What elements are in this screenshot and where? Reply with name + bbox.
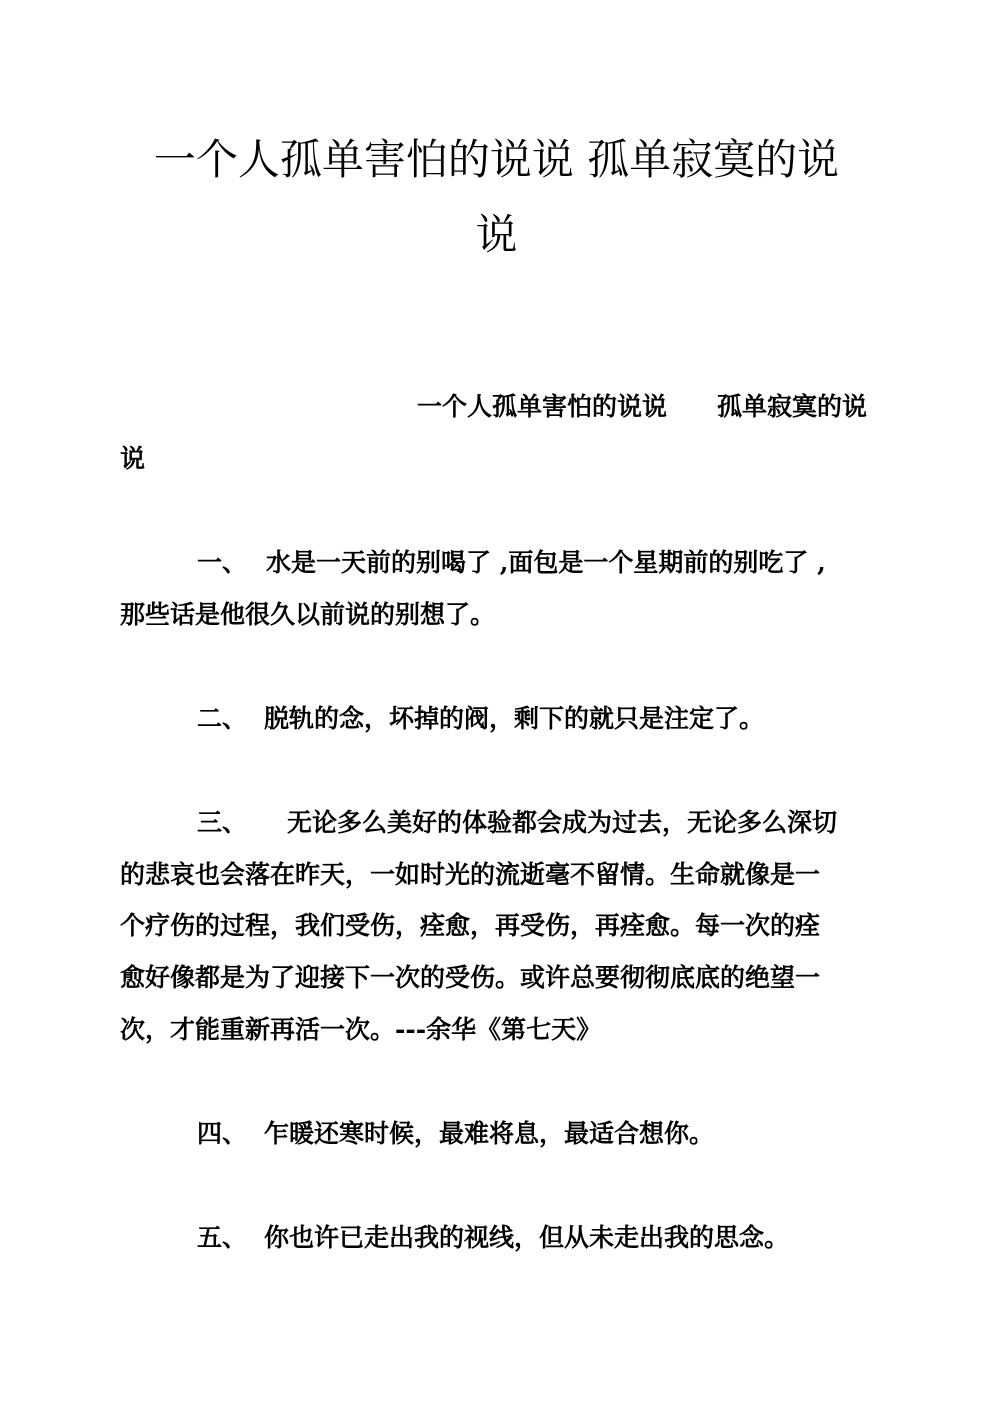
item-4-line-1: 乍暖还寒时候，最难将息，最适合想你。 (264, 1119, 715, 1148)
subtitle-line-2: 说 (120, 444, 146, 473)
subtitle-part-1: 一个人孤单害怕的说说 (417, 392, 668, 421)
item-3-line-5: 次，才能重新再活一次。---余华《第七天》 (120, 1015, 602, 1044)
subtitle-part-2: 孤单寂寞的说 (717, 392, 868, 421)
item-3-line-2: 的悲哀也会落在昨天，一如时光的流逝毫不留情。生命就像是一 (120, 860, 821, 889)
item-3-line-3: 个疗伤的过程，我们受伤，痊愈，再受伤，再痊愈。每一次的痊 (120, 911, 821, 940)
item-4-number: 四、 (197, 1119, 248, 1148)
item-3-number: 三、 (197, 808, 248, 837)
item-1-line-1: 水是一天前的别喝了 ,面包是一个星期前的别吃了 , (266, 548, 826, 577)
item-2-line-1: 脱轨的念，坏掉的阀，剩下的就只是注定了。 (264, 704, 765, 733)
item-2-number: 二、 (197, 704, 248, 733)
item-5-line-1: 你也许已走出我的视线，但从未走出我的思念。 (264, 1223, 790, 1252)
item-3-line-4: 愈好像都是为了迎接下一次的受伤。或许总要彻彻底底的绝望一 (120, 963, 821, 992)
item-5-number: 五、 (197, 1223, 248, 1252)
item-1-line-2: 那些话是他很久以前说的别想了。 (120, 600, 496, 629)
page-title-line-2: 说 (475, 210, 518, 259)
item-1-number: 一、 (197, 548, 248, 577)
page-title-line-1: 一个人孤单害怕的说说 孤单寂寞的说 (153, 135, 840, 184)
item-3-line-1: 无论多么美好的体验都会成为过去，无论多么深切 (287, 808, 838, 837)
